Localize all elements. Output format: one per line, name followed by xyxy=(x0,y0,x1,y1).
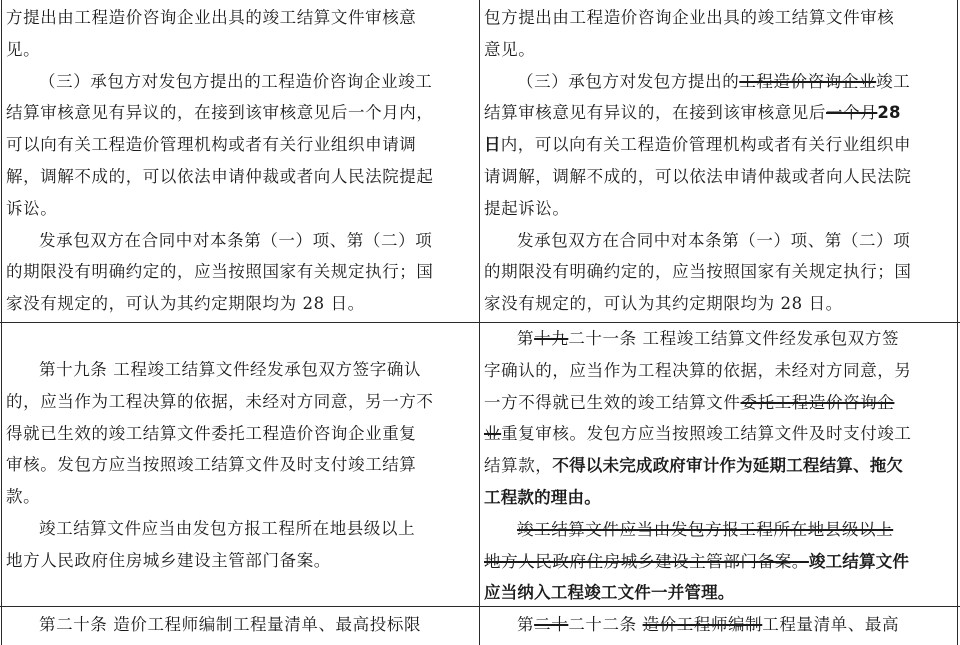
text-line xyxy=(484,546,956,578)
text-run: 重复审核。发包方应当按照竣工结算文件及时支付竣工 xyxy=(501,424,912,444)
text-line: （三）承包方对发包方提出的工程造价咨询企业竣工 xyxy=(39,71,433,91)
text-line: 的期限没有明确约定的，应当按照国家有关规定执行；国 xyxy=(6,262,434,282)
text-line: 家没有规定的，可认为其约定期限均为 28 日。 xyxy=(484,294,843,314)
text-line xyxy=(484,609,956,641)
deleted-text: 业 xyxy=(484,424,502,444)
text-line xyxy=(484,66,956,98)
text-line: 第二十条 造价工程师编制工程量清单、最高投标限 xyxy=(39,615,422,634)
deleted-text: 工程造价咨询企业 xyxy=(739,71,877,91)
text-line xyxy=(484,514,956,546)
text-run: 竣工 xyxy=(876,71,911,91)
text-line: 的，应当作为工程决算的依据，未经对方同意，另一方不 xyxy=(6,391,434,411)
text-line: 审核。发包方应当按照竣工结算文件及时支付竣工结算 xyxy=(6,455,417,475)
text-run: 一方不得就已生效的竣工结算文件 xyxy=(484,392,741,412)
row1-left-cell xyxy=(6,2,478,320)
text-line: 竣工结算文件应当由发包方报工程所在地县级以上 xyxy=(39,518,416,538)
row3-left-cell xyxy=(6,609,478,641)
text-line: 见。 xyxy=(6,39,41,59)
text-line: 发承包双方在合同中对本条第（一）项、第（二）项 xyxy=(517,230,911,250)
deleted-text: 造价工程师编制 xyxy=(642,615,763,634)
text-line xyxy=(484,418,956,450)
text-line: 地方人民政府住房城乡建设主管部门备案。 xyxy=(6,550,331,570)
text-line: 字确认的，应当作为工程决算的依据，未经对方同意，另 xyxy=(484,360,912,380)
text-line xyxy=(484,577,956,609)
text-line xyxy=(484,387,956,419)
row2-right-cell xyxy=(484,323,956,609)
text-line: 请调解，调解不成的，可以依法申请仲裁或者向人民法院 xyxy=(484,166,912,186)
text-line: 可以向有关工程造价管理机构或者有关行业组织申请调 xyxy=(6,135,417,155)
row2-left-cell xyxy=(6,354,478,577)
text-line: 款。 xyxy=(6,487,41,507)
text-run: 工程量清单、最高 xyxy=(762,615,900,634)
deleted-text: 委托工程造价咨询企 xyxy=(740,392,895,412)
deleted-text: 地方人民政府住房城乡建设主管部门备案。 xyxy=(484,551,809,571)
text-line: 的期限没有明确约定的，应当按照国家有关规定执行；国 xyxy=(484,262,912,282)
text-line: 诉讼。 xyxy=(6,198,58,218)
row1-right-cell xyxy=(484,2,956,320)
text-run: 结算款， xyxy=(484,456,553,476)
inserted-text: 应当纳入工程竣工文件一并管理。 xyxy=(484,583,735,603)
row3-right-cell xyxy=(484,609,956,641)
text-run: 第 xyxy=(517,329,535,348)
text-line: 结算审核意见有异议的，在接到该审核意见后一个月内， xyxy=(6,103,434,123)
deleted-text: 竣工结算文件应当由发包方报工程所在地县级以上 xyxy=(517,519,894,539)
text-line: 意见。 xyxy=(484,39,536,59)
inserted-text: 不得以未完成政府审计作为延期工程结算、拖欠 xyxy=(552,456,904,476)
text-line: 方提出由工程造价咨询企业出具的竣工结算文件审核意 xyxy=(6,8,417,27)
inserted-text: 竣工结算文件 xyxy=(808,551,910,571)
text-line xyxy=(484,97,956,129)
deleted-text: 二十 xyxy=(534,615,569,634)
text-line xyxy=(484,482,956,514)
text-line xyxy=(484,129,956,161)
text-line: 家没有规定的，可认为其约定期限均为 28 日。 xyxy=(6,294,365,314)
text-run: 结算审核意见有异议的，在接到该审核意见后 xyxy=(484,103,826,123)
deleted-text: 一个月 xyxy=(826,103,878,123)
text-run: 二十二条 xyxy=(568,615,643,634)
text-run: 第 xyxy=(517,615,535,634)
inserted-text: 日 xyxy=(484,135,501,155)
text-run: 内，可以向有关工程造价管理机构或者有关行业组织申 xyxy=(500,135,912,155)
text-line: 得就已生效的竣工结算文件委托工程造价咨询企业重复 xyxy=(6,423,417,443)
text-line xyxy=(484,450,956,482)
text-line: 第十九条 工程竣工结算文件经发承包双方签字确认 xyxy=(39,360,422,379)
text-line: 提起诉讼。 xyxy=(484,198,570,218)
deleted-text: 十九 xyxy=(534,329,569,348)
inserted-text: 工程款的理由。 xyxy=(484,487,601,507)
text-run: 二十一条 工程竣工结算文件经发承包双方签 xyxy=(568,329,900,348)
text-line: 包方提出由工程造价咨询企业出具的竣工结算文件审核 xyxy=(484,8,895,27)
text-line xyxy=(484,323,956,355)
text-line: 解，调解不成的，可以依法申请仲裁或者向人民法院提起 xyxy=(6,166,434,186)
text-line: 发承包双方在合同中对本条第（一）项、第（二）项 xyxy=(39,230,433,250)
text-run: （三）承包方对发包方提出的 xyxy=(517,71,740,91)
inserted-text: 28 xyxy=(877,103,901,123)
